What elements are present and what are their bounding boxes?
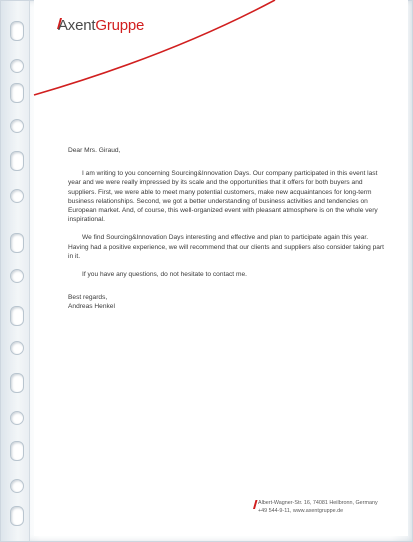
punch-hole (10, 441, 24, 461)
punch-hole (10, 479, 24, 493)
punch-hole (10, 506, 24, 526)
punch-hole (10, 151, 24, 171)
letter-footer (251, 499, 378, 515)
punch-hole (10, 341, 24, 355)
letter-paragraph: I am writing to you concerning Sourcing&Innovation Days. Our company participated in this event last year and we were really impressed by its scale and the opportunities that it offers for both buyers and suppliers. First, we were able to meet many potential customers, make new acquaintances for long-term business relationships. Second, we got a better understanding of business activities and tendencies on European market. And, of course, this well-organized event with pleasant atmosphere is on the whole very inspirational. (68, 170, 378, 224)
footer-address: Albert-Wagner-Str. 16, 74081 Heilbronn, Germany (258, 500, 378, 506)
punch-hole (10, 189, 24, 203)
logo-text-axent: Axent (58, 17, 96, 34)
punch-hole (10, 306, 24, 326)
punch-hole (10, 373, 24, 393)
letter-signature: Andreas Henkel (68, 303, 115, 311)
letter-greeting: Dear Mrs. Giraud, (68, 147, 121, 154)
letter-paragraph: If you have any questions, do not hesitate to contact me. (82, 271, 247, 279)
punch-hole (10, 233, 24, 253)
footer-contact: +49 544-9-11, www.axentgruppe.de (258, 508, 344, 514)
punch-hole (10, 411, 24, 425)
letter-paragraph: We find Sourcing&Innovation Days interesting and effective and plan to participate again this year. Having had a positive experience, we will recommend that our clients and suppliers also consider taking part in it. (68, 234, 384, 260)
logo-text-gruppe: Gruppe (95, 17, 145, 34)
letter-closing: Best regards, (68, 294, 108, 302)
letter-body (68, 146, 386, 312)
punch-hole (10, 269, 24, 283)
company-logo (58, 17, 144, 34)
punch-hole (10, 119, 24, 133)
